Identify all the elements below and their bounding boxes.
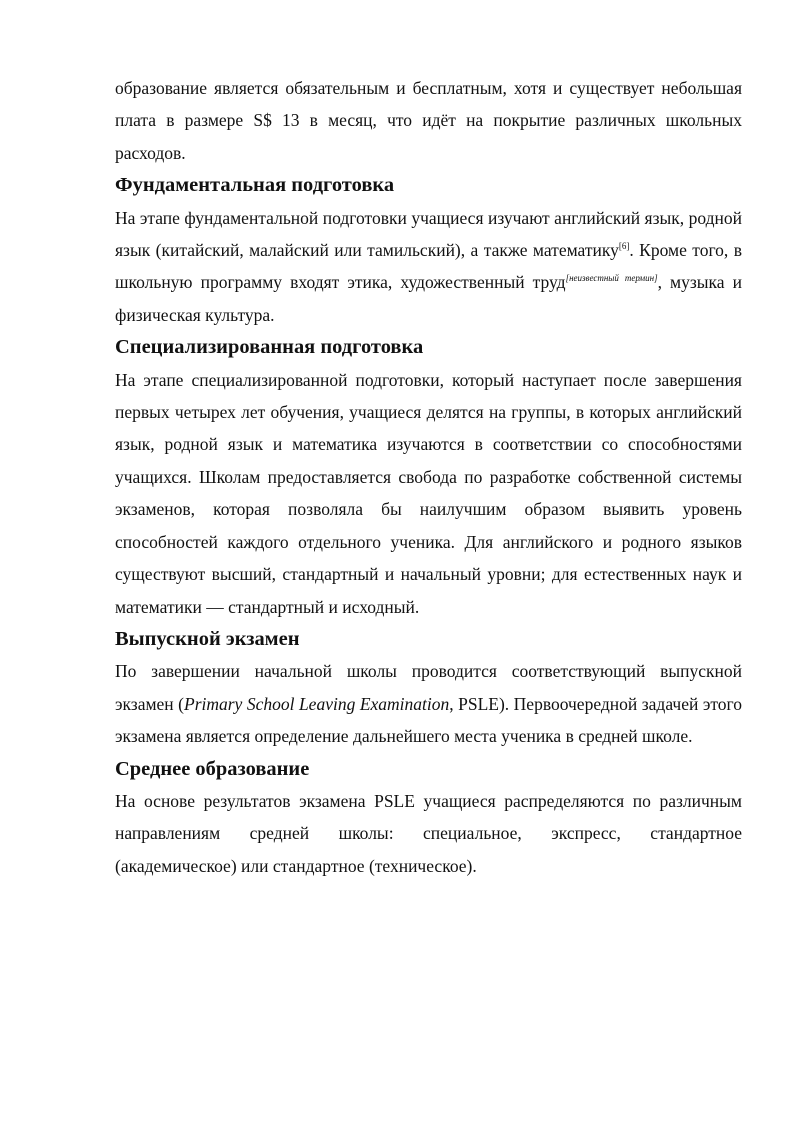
exam-term: Primary School Leaving Examination	[184, 693, 450, 714]
heading-exam: Выпускной экзамен	[115, 627, 300, 650]
specialized-text: На этапе специализированной подготовки, который наступает после завершения первых четырех лет обучения, учащиеся делятся на группы, в которых английский язык, родной язык и математика изучаются в соответствии со способностями учащихся. Школам предоставляется свобода по разработке собственной системы экзаменов, которая позволяла бы наилучшим образом выявить уровень способностей каждого отдельного ученика. Для английского и родного языков существуют высший, стандартный и начальный уровни; для естественных наук и математики — стандартный и исходный.	[115, 369, 742, 617]
reference-link-6[interactable]: [6]	[618, 241, 630, 252]
document-page	[115, 72, 742, 882]
exam-text-1: По завершении начальной школы проводится соответствующий выпускной экзамен (	[115, 661, 742, 714]
heading-secondary: Среднее образование	[115, 757, 310, 780]
secondary-paragraph	[115, 785, 742, 882]
foundation-text-2: . Кроме того, в школьную программу входят этика, художественный труд	[115, 240, 742, 293]
heading-specialized: Специализированная подготовка	[115, 336, 424, 359]
secondary-text: На основе результатов экзамена PSLE учащиеся распределяются по различным направлениям средней школы: специальное, экспресс, стандартное (академическое) или стандартное (техническое).	[115, 790, 742, 876]
unknown-term-note[interactable]: [неизвестный термин]	[565, 273, 658, 284]
specialized-paragraph	[115, 364, 742, 623]
foundation-paragraph	[115, 202, 742, 332]
foundation-text-1: На этапе фундаментальной подготовки учащиеся изучают английский язык, родной язык (китайский, малайский или тамильский), а также математику	[115, 207, 742, 261]
exam-text-2: , PSLE). Первоочередной задачей этого экзамена является определение дальнейшего места ученика в средней школе.	[115, 693, 742, 747]
intro-text: образование является обязательным и бесплатным, хотя и существует небольшая плата в размере S$ 13 в месяц, что идёт на покрытие различных школьных расходов.	[115, 78, 742, 163]
exam-paragraph	[115, 655, 742, 752]
foundation-text-3: , музыка и физическая культура.	[115, 272, 742, 325]
intro-paragraph	[115, 72, 742, 169]
heading-foundation: Фундаментальная подготовка	[115, 174, 395, 197]
